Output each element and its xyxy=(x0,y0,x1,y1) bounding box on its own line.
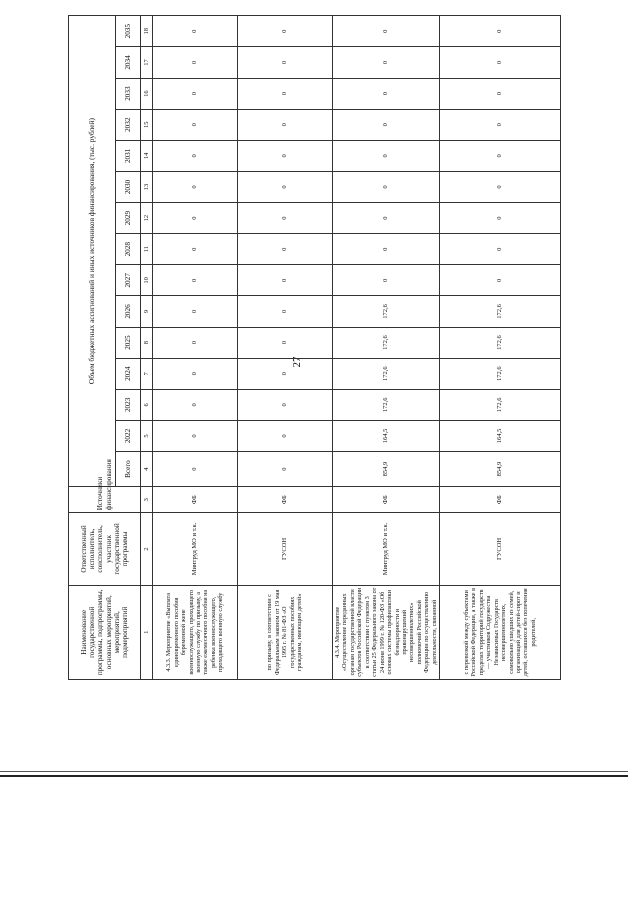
row-value: 0 xyxy=(153,234,238,265)
header-year: 2028 xyxy=(116,234,141,265)
column-index: 15 xyxy=(141,109,153,140)
row-value: 0 xyxy=(440,234,561,265)
row-value: 0 xyxy=(153,140,238,171)
row-value: 172,6 xyxy=(333,389,440,420)
row-value: 0 xyxy=(153,78,238,109)
row-value: 0 xyxy=(333,234,440,265)
table-row xyxy=(333,16,440,680)
column-index: 13 xyxy=(141,171,153,202)
row-value: 0 xyxy=(333,265,440,296)
row-value: 0 xyxy=(238,420,333,451)
header-group-title: Объем бюджетных ассигнований и иных источников финансирования, (тыс. рублей) xyxy=(69,16,116,487)
row-value: 0 xyxy=(238,171,333,202)
row-value: 0 xyxy=(153,296,238,327)
row-value: 0 xyxy=(153,47,238,78)
row-value: 172,6 xyxy=(333,327,440,358)
row-name: по призыву, в соответствии с Федеральным законом от 19 мая 1995 г. № 81-ФЗ «О государственных пособиях гражданам, имеющим детей» xyxy=(238,585,333,679)
row-value: 0 xyxy=(238,109,333,140)
row-value: 0 xyxy=(238,47,333,78)
row-value: 0 xyxy=(153,358,238,389)
scan-divider-line-bold xyxy=(0,775,628,777)
column-index: 4 xyxy=(141,452,153,487)
header-year: 2027 xyxy=(116,265,141,296)
column-index: 3 xyxy=(141,487,153,513)
row-value: 0 xyxy=(153,452,238,487)
table-row xyxy=(440,16,561,680)
row-value: 0 xyxy=(238,234,333,265)
row-value: 172,6 xyxy=(440,389,561,420)
row-value: 0 xyxy=(440,203,561,234)
row-value: 172,6 xyxy=(440,296,561,327)
row-value: 172,6 xyxy=(333,358,440,389)
header-source: Источники финансирования xyxy=(69,487,141,513)
row-value: 0 xyxy=(440,47,561,78)
row-responsible: Минтруд МО и т.к. xyxy=(333,513,440,585)
table-row xyxy=(153,16,238,680)
row-value: 0 xyxy=(153,327,238,358)
row-value: 0 xyxy=(153,265,238,296)
row-value: 0 xyxy=(238,358,333,389)
column-index: 14 xyxy=(141,140,153,171)
row-value: 172,6 xyxy=(440,358,561,389)
column-index: 18 xyxy=(141,16,153,47)
row-value: 0 xyxy=(153,389,238,420)
column-index: 2 xyxy=(141,513,153,585)
scan-divider-line xyxy=(0,771,628,772)
column-index: 9 xyxy=(141,296,153,327)
row-value: 0 xyxy=(440,16,561,47)
row-value: 164,5 xyxy=(440,420,561,451)
row-source: ФБ xyxy=(238,487,333,513)
header-year: 2029 xyxy=(116,203,141,234)
header-year: 2032 xyxy=(116,109,141,140)
header-year: 2025 xyxy=(116,327,141,358)
row-value: 0 xyxy=(153,171,238,202)
column-index: 7 xyxy=(141,358,153,389)
row-value: 0 xyxy=(440,171,561,202)
row-value: 172,6 xyxy=(333,296,440,327)
row-value: 0 xyxy=(238,452,333,487)
row-value: 0 xyxy=(333,203,440,234)
header-year: 2022 xyxy=(116,420,141,451)
rotated-table-page xyxy=(68,15,537,680)
row-value: 854,9 xyxy=(440,452,561,487)
row-name: с перевозкой между субъектами Российской Федерации, а также в пределах территорий государств — участников Содружества Независимых Государств несовершеннолетних, самовольно ушедших из семей, организаций для детей-сирот и детей, оставшихся без попечения родителей, xyxy=(440,585,561,679)
financing-table xyxy=(68,15,561,680)
row-value: 854,9 xyxy=(333,452,440,487)
row-source: ФБ xyxy=(440,487,561,513)
row-value: 0 xyxy=(333,16,440,47)
column-index: 8 xyxy=(141,327,153,358)
row-value: 0 xyxy=(333,140,440,171)
row-source: ФБ xyxy=(153,487,238,513)
column-index: 10 xyxy=(141,265,153,296)
row-value: 0 xyxy=(333,171,440,202)
row-value: 0 xyxy=(238,140,333,171)
header-responsible: Ответственный исполнитель, соисполнитель, участник государственной программы xyxy=(69,513,141,585)
table-row xyxy=(238,16,333,680)
column-index: 16 xyxy=(141,78,153,109)
header-year: 2034 xyxy=(116,47,141,78)
header-year: 2030 xyxy=(116,171,141,202)
row-responsible: ГУСОН xyxy=(440,513,561,585)
header-year: 2026 xyxy=(116,296,141,327)
row-value: 0 xyxy=(440,265,561,296)
row-value: 0 xyxy=(238,296,333,327)
header-year: 2023 xyxy=(116,389,141,420)
row-responsible: Минтруд МО и т.к. xyxy=(153,513,238,585)
row-value: 0 xyxy=(440,109,561,140)
row-value: 0 xyxy=(440,140,561,171)
header-year: 2033 xyxy=(116,78,141,109)
header-year: 2031 xyxy=(116,140,141,171)
row-responsible: ГУСОН xyxy=(238,513,333,585)
row-value: 0 xyxy=(238,327,333,358)
row-name: 4.3.4. Мероприятие «Осуществление переданных органам государственной власти субъектов Российской Федерации в соответствии с пунктом 3 статьи 25 Федерального закона от 24 июня 1999 г. № 120-ФЗ «Об основах системы профилактики безнадзорности и правонарушений несовершеннолетних» полномочий Российской Федерации по осуществлению деятельности, связанной xyxy=(333,585,440,679)
header-total: Всего xyxy=(116,452,141,487)
row-value: 0 xyxy=(333,78,440,109)
row-value: 0 xyxy=(238,16,333,47)
row-value: 0 xyxy=(238,78,333,109)
column-index: 6 xyxy=(141,389,153,420)
row-value: 0 xyxy=(238,203,333,234)
column-index: 12 xyxy=(141,203,153,234)
row-value: 0 xyxy=(153,109,238,140)
row-value: 0 xyxy=(238,265,333,296)
header-year: 2024 xyxy=(116,358,141,389)
row-value: 0 xyxy=(153,16,238,47)
row-value: 0 xyxy=(440,78,561,109)
page-number: 27 xyxy=(291,356,303,368)
row-name: 4.3.3. Мероприятие «Выплата единовременного пособия беременной жене военнослужащего, проходящего военную службу по призыву, а также ежемесячного пособия на ребенка военнослужащего, проходящего военную службу xyxy=(153,585,238,679)
header-year: 2035 xyxy=(116,16,141,47)
row-value: 0 xyxy=(238,389,333,420)
row-value: 0 xyxy=(153,203,238,234)
column-index: 5 xyxy=(141,420,153,451)
row-source: ФБ xyxy=(333,487,440,513)
row-value: 0 xyxy=(153,420,238,451)
row-value: 164,5 xyxy=(333,420,440,451)
column-index: 11 xyxy=(141,234,153,265)
row-value: 0 xyxy=(333,109,440,140)
row-value: 172,6 xyxy=(440,327,561,358)
header-name: Наименование государственной программы, подпрограммы, основных мероприятий, мероприятий, подмероприятий xyxy=(69,585,141,679)
column-index: 1 xyxy=(141,585,153,679)
column-index: 17 xyxy=(141,47,153,78)
row-value: 0 xyxy=(333,47,440,78)
